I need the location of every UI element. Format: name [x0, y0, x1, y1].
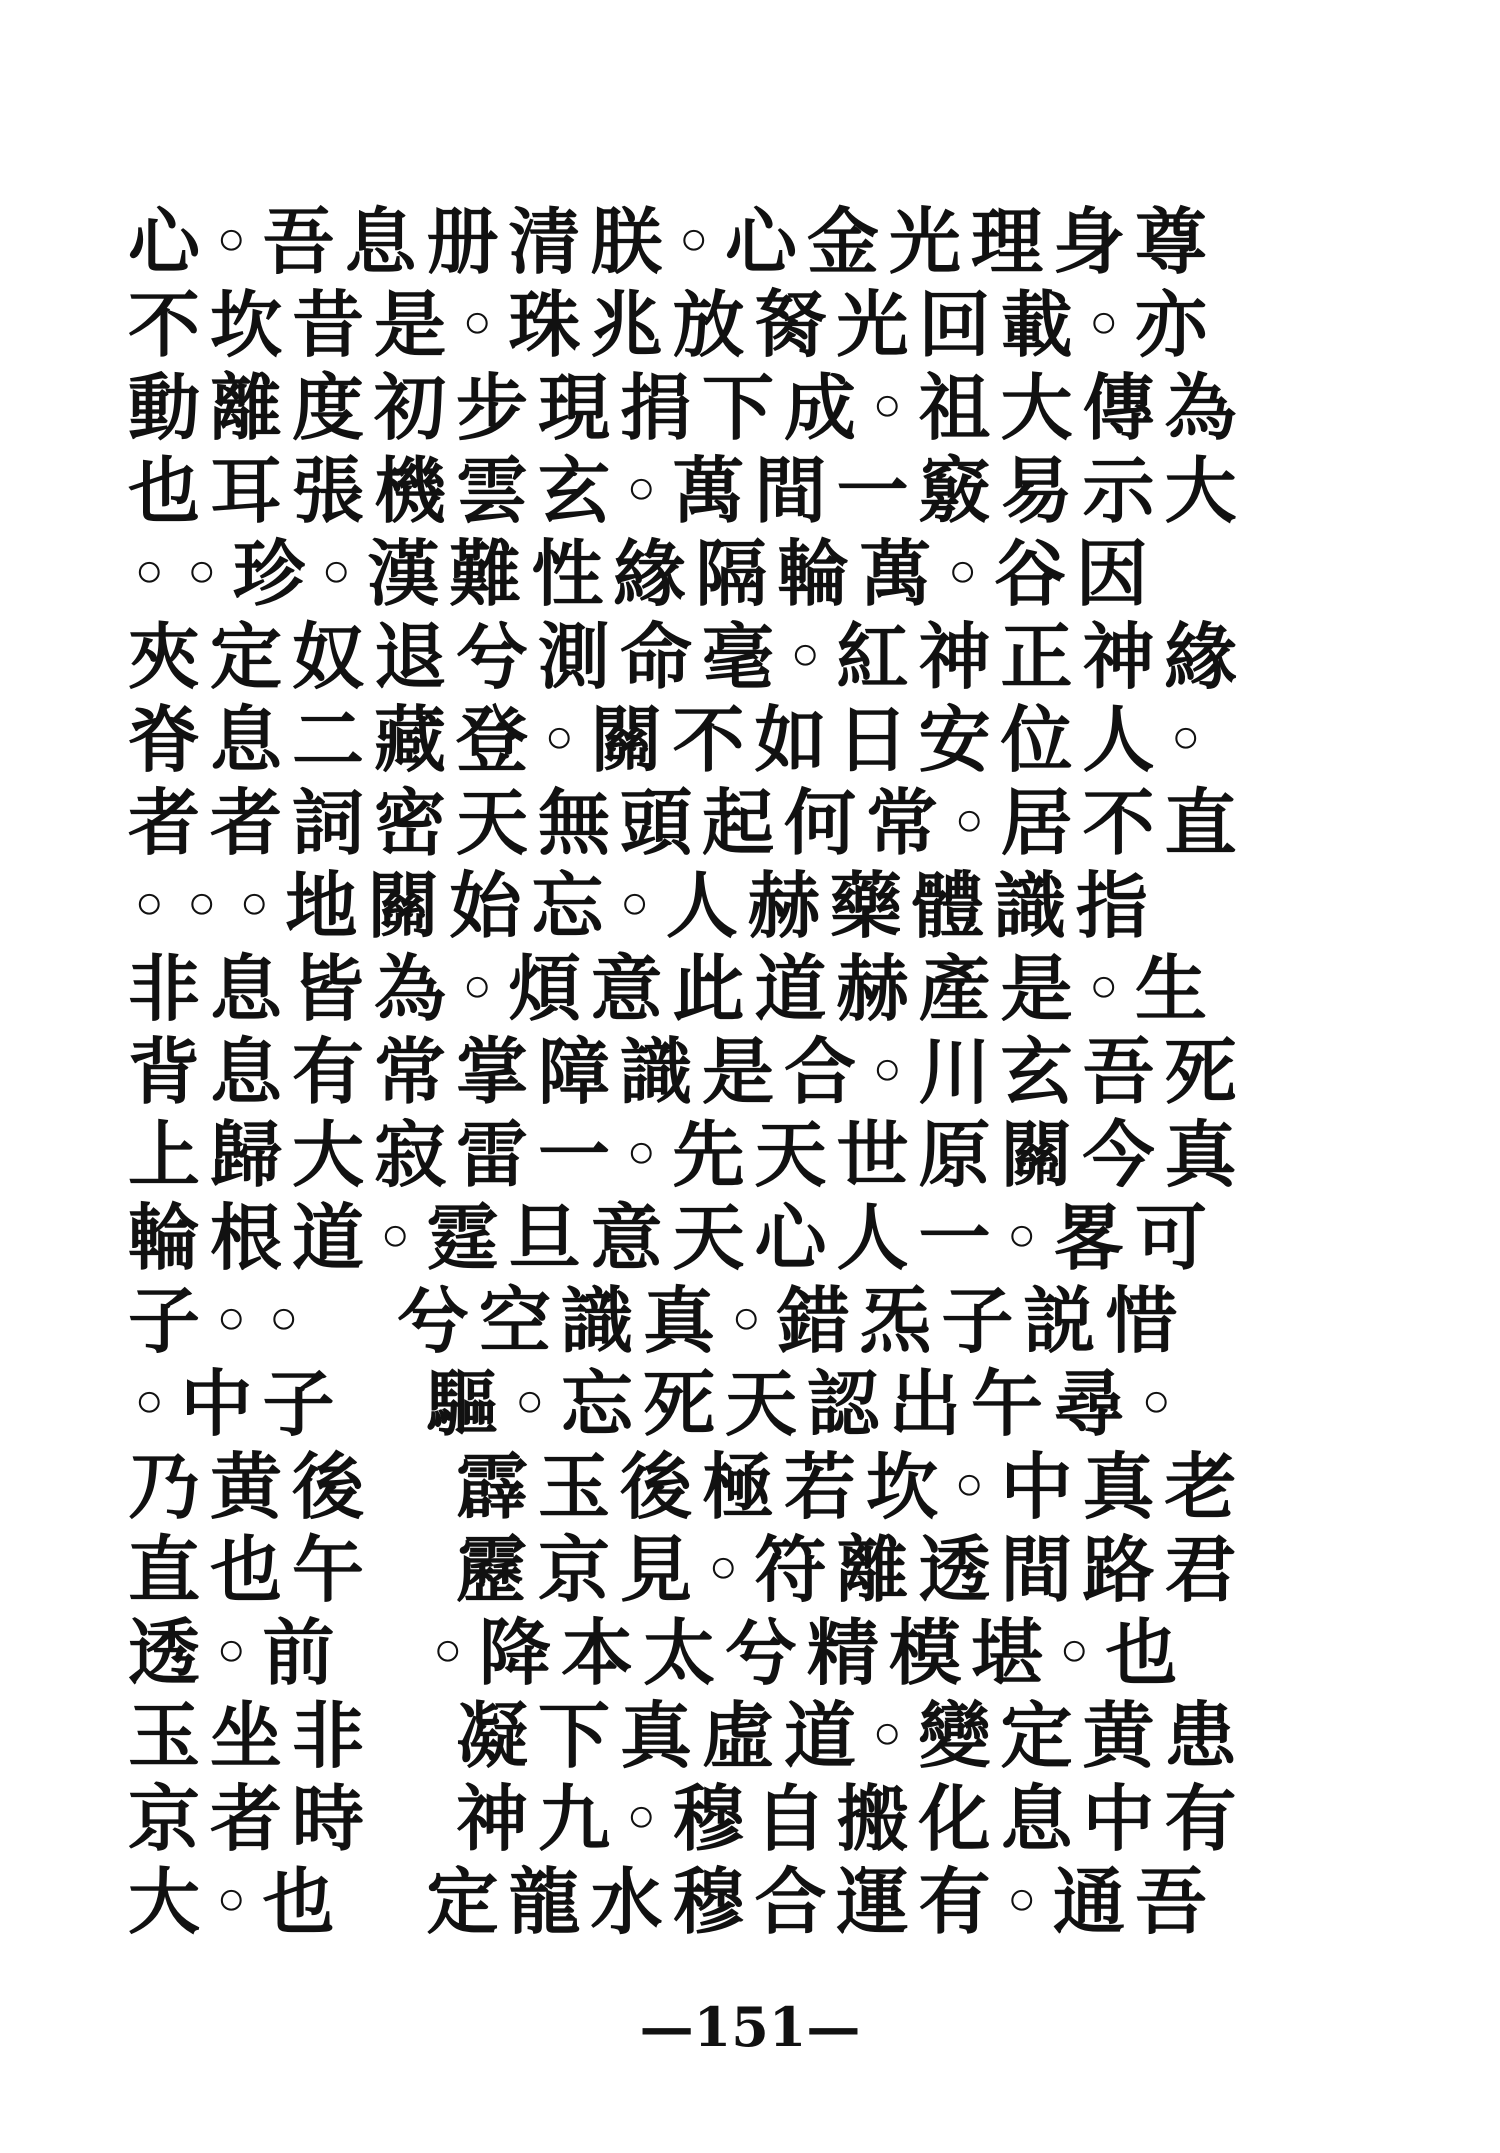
text-line: ◦◦◦地關始忘◦人赫藥體識指	[128, 864, 1158, 947]
text-line: 背息有常掌障識是合◦川玄吾死	[128, 1030, 1247, 1113]
text-line: 大◦也 定龍水穆合運有◦通吾	[128, 1860, 1217, 1943]
text-line: 者者詞密天無頭起何常◦居不直	[128, 781, 1247, 864]
text-line: 也耳張機雲玄◦萬間一竅易示大	[128, 449, 1247, 532]
text-line: 上歸大寂雷一◦先天世原關今真	[128, 1113, 1247, 1196]
page-number: —151—	[639, 1995, 861, 2059]
text-line: 直也午 靂京見◦符離透間路君	[128, 1528, 1247, 1611]
text-line: ◦中子 驅◦忘死天認出午尋◦	[128, 1362, 1188, 1445]
text-line: 乃黄後 霹玉後極若坎◦中真老	[128, 1445, 1247, 1528]
text-line: 輪根道◦霆旦意天心人一◦畧可	[128, 1196, 1217, 1279]
text-line: 非息皆為◦煩意此道赫產是◦生	[128, 947, 1217, 1030]
classical-text-block	[128, 200, 1298, 1943]
text-line: 不坎昔是◦珠兆放胬光回載◦亦	[128, 283, 1217, 366]
text-line: 京者時 神九◦穆自搬化息中有	[128, 1777, 1247, 1860]
text-line: 子◦◦ 兮空識真◦錯炁子説惜	[128, 1279, 1188, 1362]
text-line: 透◦前 ◦降本太兮精模堪◦也	[128, 1611, 1188, 1694]
text-line: 脊息二藏登◦關不如日安位人◦	[128, 698, 1217, 781]
text-line: ◦◦珍◦漢難性緣隔輪萬◦谷因	[128, 532, 1158, 615]
text-line: 夾定奴退兮測命毫◦紅神正神緣	[128, 615, 1247, 698]
text-line: 動離度初步現捐下成◦祖大傳為	[128, 366, 1247, 449]
text-line: 玉坐非 凝下真虛道◦變定黄患	[128, 1694, 1247, 1777]
text-line: 心◦吾息册清朕◦心金光理身尊	[128, 200, 1217, 283]
